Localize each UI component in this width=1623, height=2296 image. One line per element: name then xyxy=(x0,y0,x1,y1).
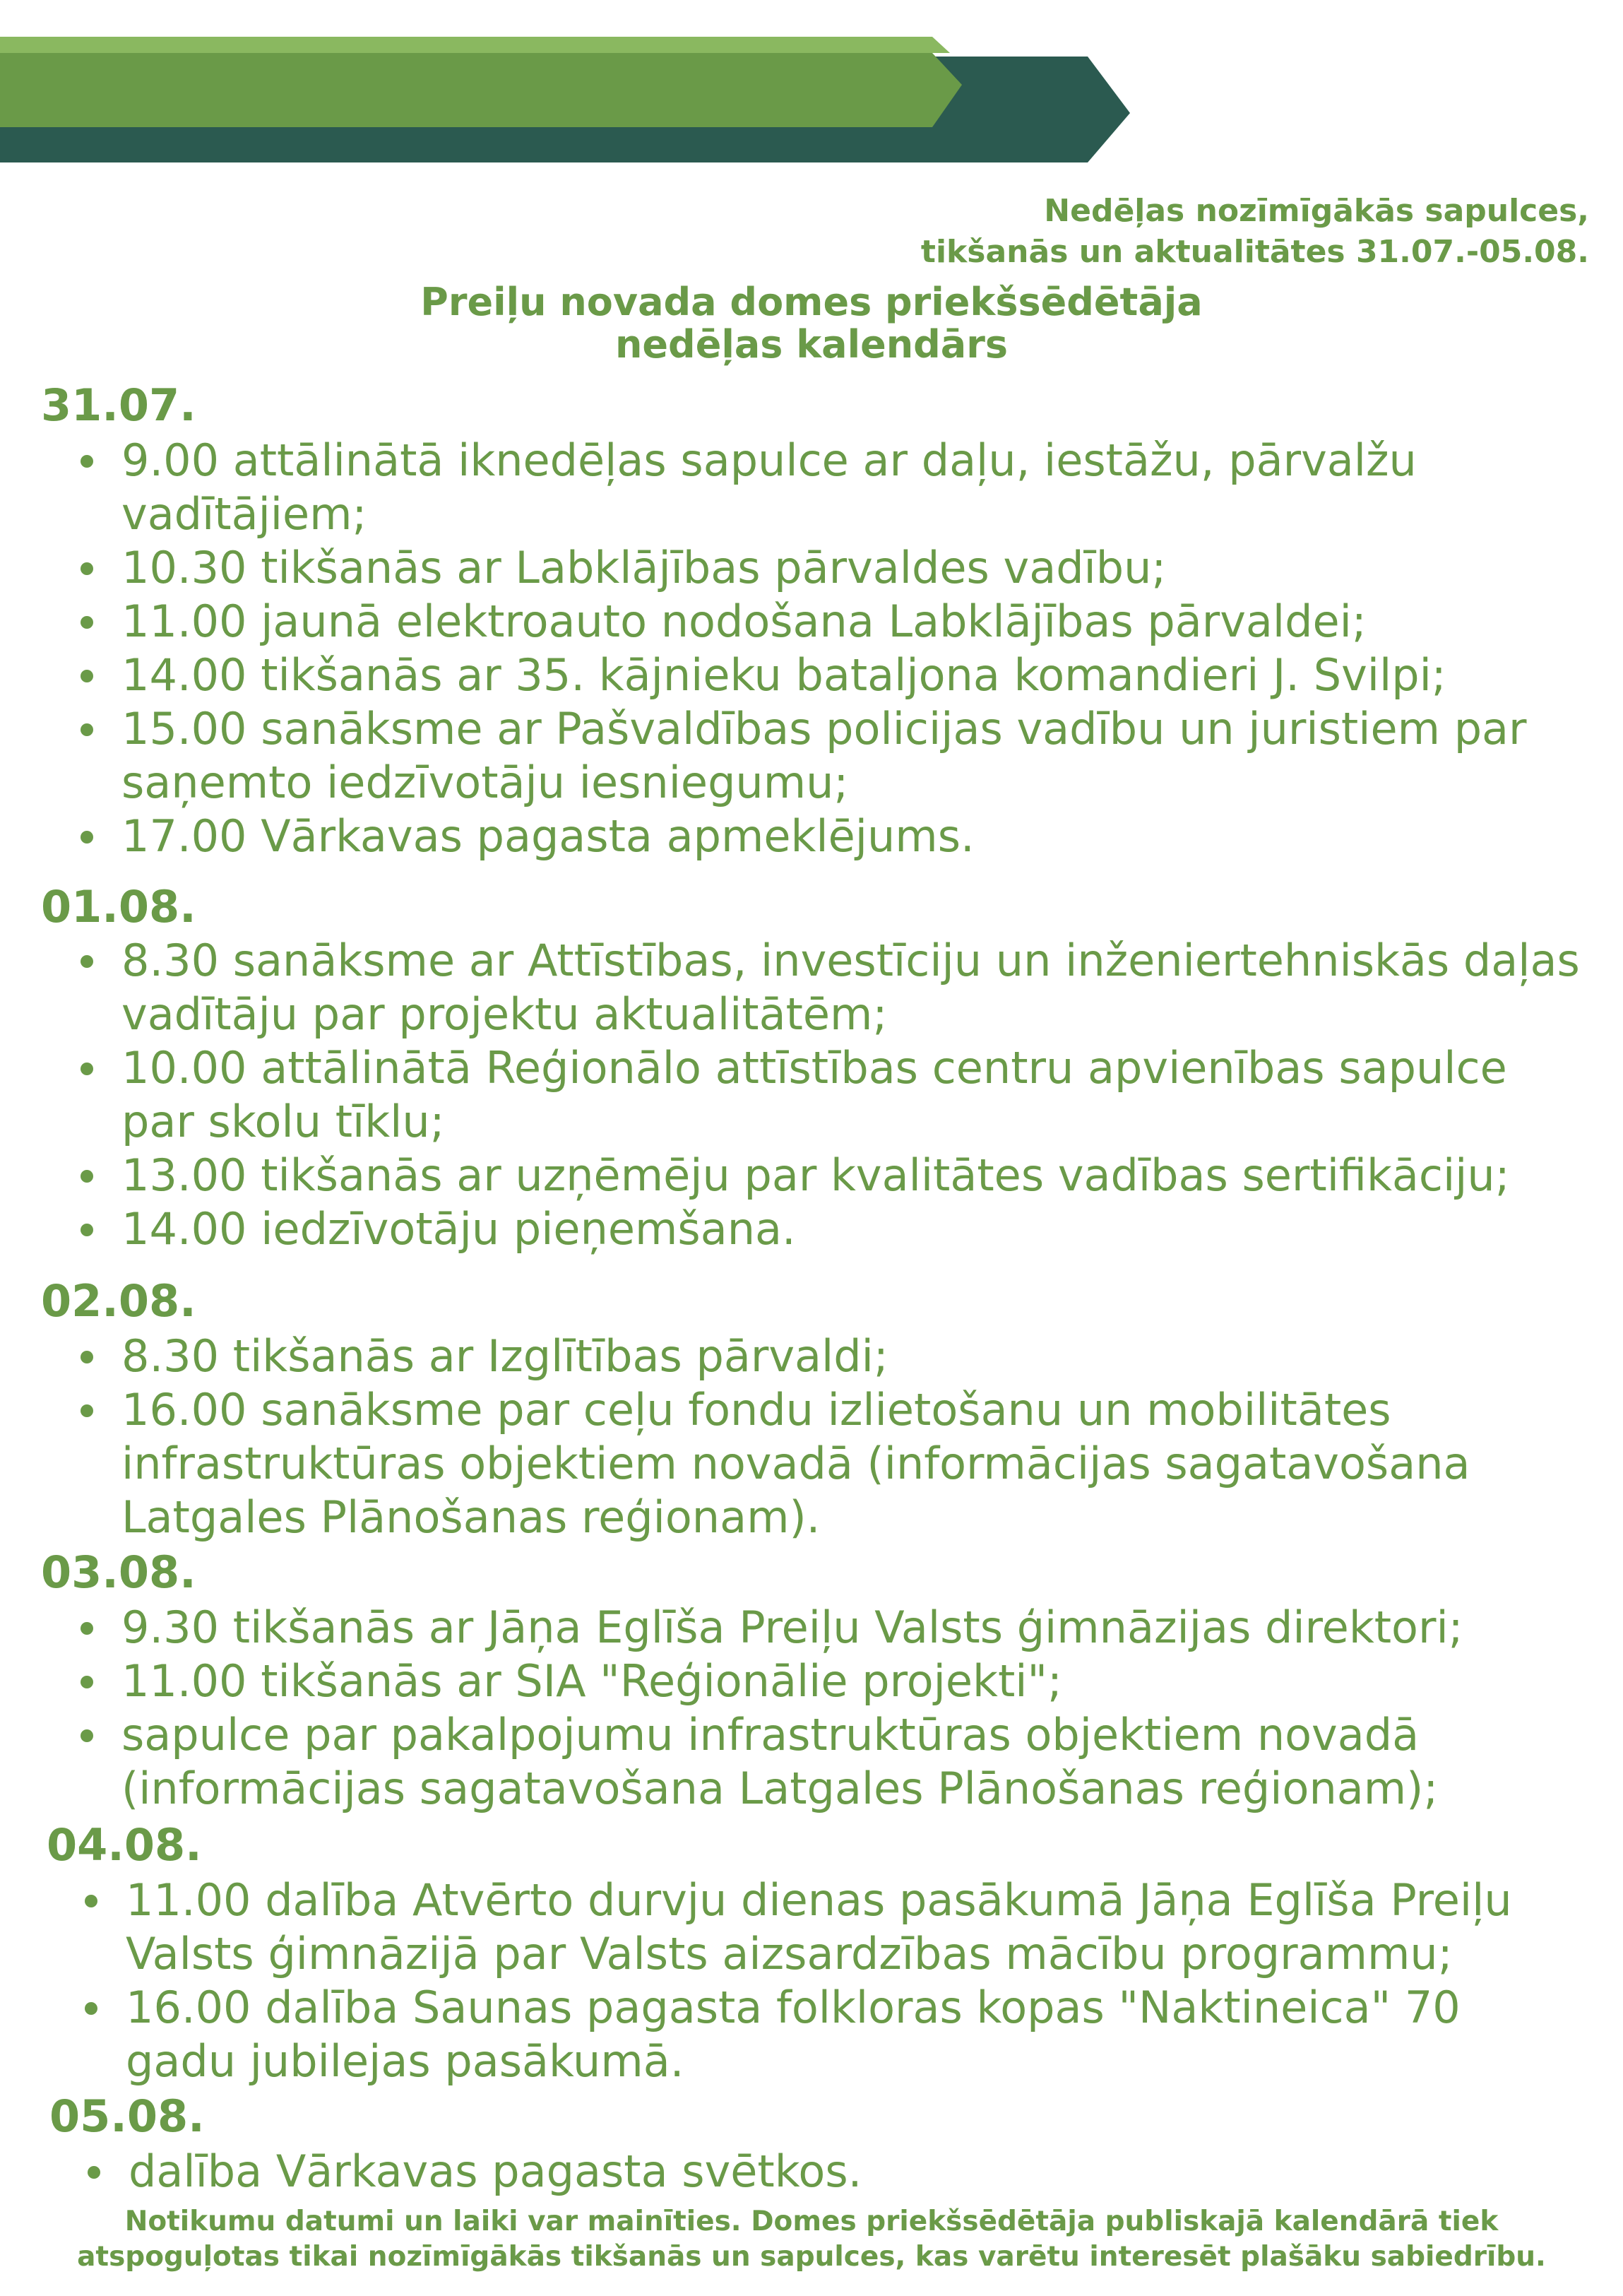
footer-note xyxy=(0,2204,1623,2275)
banner-light-stripe xyxy=(0,37,950,53)
list-item: 15.00 sanāksme ar Pašvaldības policijas vadību un juristiem par saņemto iedzīvotāju iesniegumu; xyxy=(73,702,1578,810)
list-item: 17.00 Vārkavas pagasta apmeklējums. xyxy=(73,810,1578,863)
day-items xyxy=(81,2145,1571,2199)
calendar-title-line2: nedēļas kalendārs xyxy=(614,322,1009,367)
day-heading: 05.08. xyxy=(49,2090,205,2142)
list-item: 11.00 dalība Atvērto durvju dienas pasākumā Jāņa Eglīša Preiļu Valsts ģimnāzijā par Valsts aizsardzības mācību programmu; xyxy=(78,1874,1568,1981)
weekly-header xyxy=(921,191,1589,273)
list-item: 10.00 attālinātā Reģionālo attīstības centru apvienības sapulce par skolu tīklu; xyxy=(73,1041,1592,1149)
list-item: 13.00 tikšanās ar uzņēmēju par kvalitātes vadības sertifikāciju; xyxy=(73,1149,1592,1202)
calendar-title xyxy=(0,281,1623,366)
day-heading: 02.08. xyxy=(41,1275,196,1327)
weekly-header-line1: Nedēļas nozīmīgākās sapulces, xyxy=(1044,193,1589,229)
footer-line1: Notikumu datumi un laiki var mainīties. Domes priekšsēdētāja publiskajā kalendārā tiek xyxy=(124,2206,1499,2237)
day-heading: 03.08. xyxy=(41,1546,196,1598)
day-items xyxy=(78,1874,1568,2088)
list-item: 8.30 sanāksme ar Attīstības, investīciju un inženiertehniskās daļas vadītāju par projektu aktualitātēm; xyxy=(73,934,1592,1041)
calendar-title-line1: Preiļu novada domes priekšsēdētāja xyxy=(420,280,1203,324)
list-item: 16.00 dalība Saunas pagasta folkloras kopas "Naktineica" 70 gadu jubilejas pasākumā. xyxy=(78,1981,1568,2088)
list-item: 10.30 tikšanās ar Labklājības pārvaldes vadību; xyxy=(73,541,1578,595)
day-heading: 31.07. xyxy=(41,379,196,431)
list-item: 14.00 iedzīvotāju pieņemšana. xyxy=(73,1202,1592,1256)
list-item: 9.30 tikšanās ar Jāņa Eglīša Preiļu Valsts ģimnāzijas direktori; xyxy=(73,1601,1578,1655)
day-heading: 01.08. xyxy=(41,881,196,933)
footer-line2: atspoguļotas tikai nozīmīgākās tikšanās un sapulces, kas varētu interesēt plašāku sabiedrību. xyxy=(77,2241,1546,2273)
day-heading: 04.08. xyxy=(47,1819,202,1871)
list-item: 14.00 tikšanās ar 35. kājnieku bataljona komandieri J. Svilpi; xyxy=(73,649,1578,702)
list-item: 16.00 sanāksme par ceļu fondu izlietošanu un mobilitātes infrastruktūras objektiem novadā (informācijas sagatavošana Latgales Plānošanas reģionam). xyxy=(73,1383,1578,1544)
list-item: 11.00 tikšanās ar SIA "Reģionālie projekti"; xyxy=(73,1655,1578,1708)
list-item: 8.30 tikšanās ar Izglītības pārvaldi; xyxy=(73,1330,1578,1383)
list-item: dalība Vārkavas pagasta svētkos. xyxy=(81,2145,1571,2199)
list-item: sapulce par pakalpojumu infrastruktūras objektiem novadā (informācijas sagatavošana Latgales Plānošanas reģionam); xyxy=(73,1708,1578,1816)
weekly-header-line2: tikšanās un aktualitātes 31.07.-05.08. xyxy=(920,234,1589,270)
day-items xyxy=(73,434,1578,863)
day-items xyxy=(73,1330,1578,1544)
banner-green-arrow xyxy=(0,53,962,127)
list-item: 11.00 jaunā elektroauto nodošana Labklājības pārvaldei; xyxy=(73,595,1578,649)
day-items xyxy=(73,934,1592,1256)
list-item: 9.00 attālinātā iknedēļas sapulce ar daļu, iestāžu, pārvalžu vadītājiem; xyxy=(73,434,1578,541)
day-items xyxy=(73,1601,1578,1816)
header-banner xyxy=(0,0,1623,170)
